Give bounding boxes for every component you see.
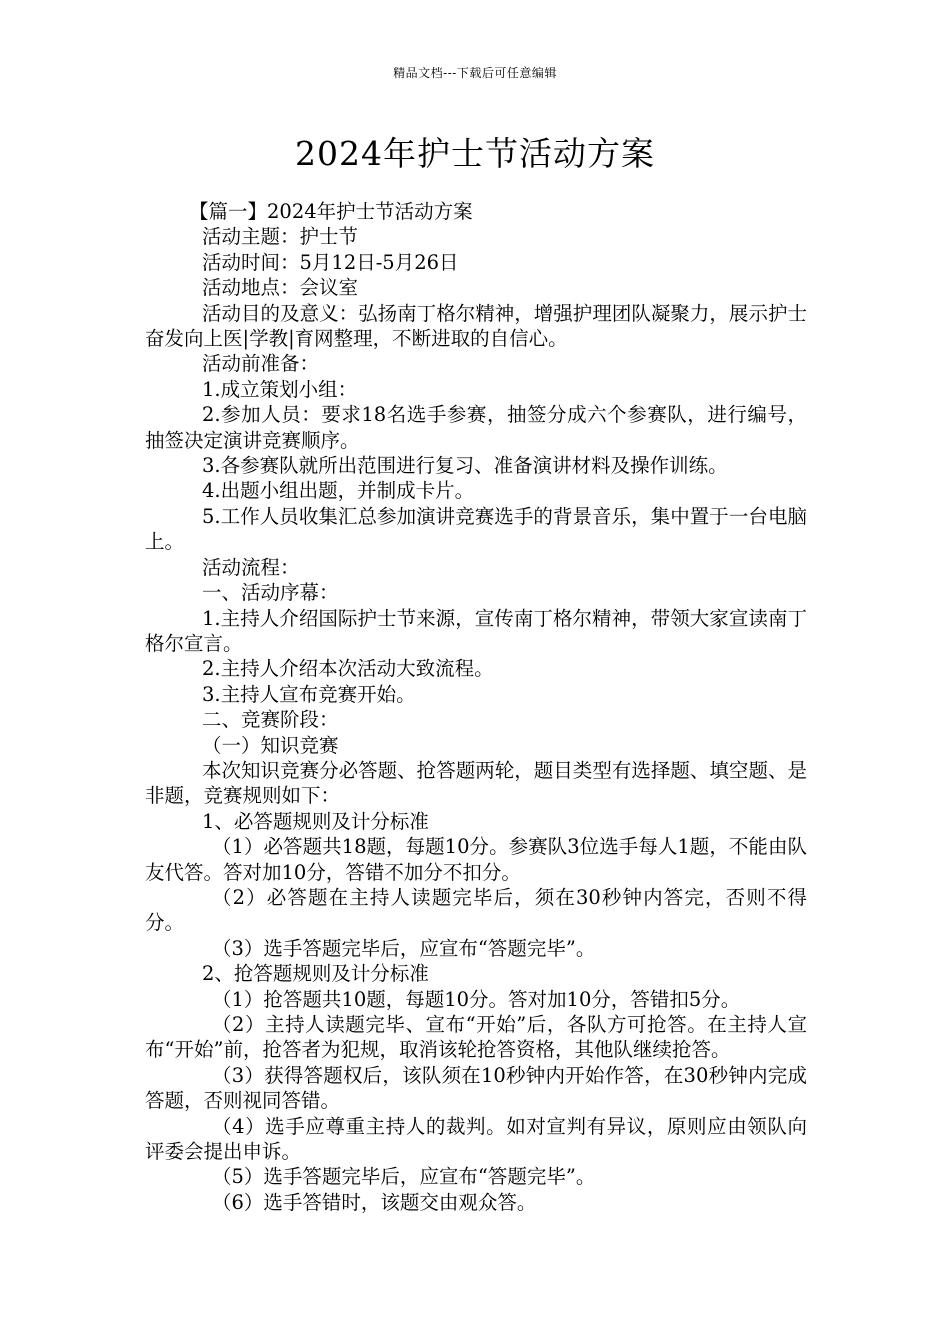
paragraph: 【篇一】2024年护士节活动方案 — [189, 200, 473, 223]
paragraph: 本次知识竞赛分必答题、抢答题两轮，题目类型有选择题、填空题、是非题，竞赛规则如下： — [145, 758, 807, 808]
paragraph: （6）选手答错时，该题交由观众答。 — [212, 1190, 537, 1214]
paragraph: （2）必答题在主持人读题完毕后，须在30秒钟内答完，否则不得分。 — [145, 885, 807, 935]
paragraph: （2）主持人读题完毕、宣布“开始”后，各队方可抢答。在主持人宣布“开始”前，抢答者为犯规，取消该轮抢答资格，其他队继续抢答。 — [145, 1013, 807, 1062]
paragraph: 活动主题：护士节 — [202, 225, 359, 249]
paragraph: 活动流程： — [202, 555, 300, 579]
paragraph: 2.参加人员：要求18名选手参赛，抽签分成六个参赛队，进行编号，抽签决定演讲竞赛顺序。 — [145, 403, 807, 452]
paragraph: （5）选手答题完毕后，应宣布“答题完毕”。 — [212, 1165, 596, 1189]
paragraph: 活动前准备： — [202, 352, 320, 376]
paragraph: 1.主持人介绍国际护士节来源，宣传南丁格尔精神，带领大家宣读南丁格尔宣言。 — [145, 606, 807, 655]
paragraph: 2.主持人介绍本次活动大致流程。 — [202, 657, 494, 681]
page-header: 精品文档---下载后可任意编辑 — [393, 66, 557, 80]
paragraph: （3）选手答题完毕后，应宣布“答题完毕”。 — [212, 936, 596, 960]
paragraph: 2、抢答题规则及计分标准 — [202, 962, 429, 986]
paragraph: 4.出题小组出题，并制成卡片。 — [202, 479, 475, 503]
document-body — [145, 199, 807, 1215]
paragraph: 5.工作人员收集汇总参加演讲竞赛选手的背景音乐，集中置于一台电脑上。 — [145, 504, 807, 554]
paragraph: 一、活动序幕： — [202, 581, 339, 605]
paragraph: 活动目的及意义：弘扬南丁格尔精神，增强护理团队凝聚力，展示护士奋发向上医|学教|育网整理，不断进取的自信心。 — [145, 301, 807, 351]
paragraph: 3.各参赛队就所出范围进行复习、准备演讲材料及操作训练。 — [202, 454, 728, 478]
paragraph: 活动时间：5月12日-5月26日 — [202, 250, 459, 274]
paragraph: （1）抢答题共10题，每题10分。答对加10分，答错扣5分。 — [212, 987, 741, 1011]
paragraph: 1.成立策划小组： — [202, 377, 358, 401]
paragraph: （1）必答题共18题，每题10分。参赛队3位选手每人1题，不能由队友代答。答对加10分，答错不加分不扣分。 — [145, 835, 807, 884]
paragraph: 活动地点：会议室 — [202, 276, 359, 300]
paragraph: 1、必答题规则及计分标准 — [202, 809, 429, 833]
paragraph: 二、竞赛阶段： — [202, 708, 339, 732]
document-title: 2024年护士节活动方案 — [295, 134, 655, 173]
paragraph: （4）选手应尊重主持人的裁判。如对宣判有异议，原则应由领队向评委会提出申诉。 — [145, 1114, 807, 1164]
paragraph: （3）获得答题权后，该队须在10秒钟内开始作答，在30秒钟内完成答题，否则视同答错。 — [145, 1063, 807, 1113]
paragraph: 3.主持人宣布竞赛开始。 — [202, 682, 416, 706]
paragraph: （一）知识竞赛 — [202, 733, 339, 757]
